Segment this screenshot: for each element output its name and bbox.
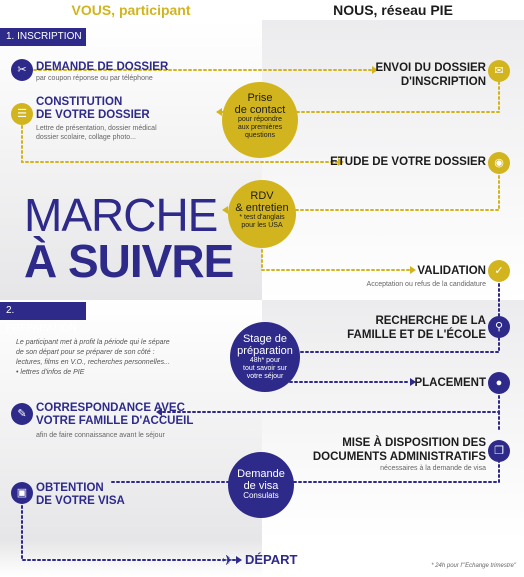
step-correspondance-line2: VOTRE FAMILLE D'ACCUEIL	[36, 415, 194, 427]
bubble-rdv-entretien	[228, 180, 296, 248]
participant-column-header: VOUS, participant	[71, 2, 191, 18]
scissors-icon: ✂	[11, 59, 33, 81]
network-column-header: NOUS, réseau PIE	[333, 2, 453, 18]
step-envoi-title	[375, 61, 486, 89]
bubble-contact-line2: de contact	[234, 104, 286, 116]
step-mise-title	[313, 436, 486, 464]
document-icon: ☰	[11, 103, 33, 125]
eye-icon: ◉	[488, 152, 510, 174]
step-depart-title: DÉPART	[245, 552, 298, 567]
stamp-icon: ▣	[11, 482, 33, 504]
page-title-line1: MARCHE	[24, 189, 218, 241]
step-demande-title: DEMANDE DE DOSSIER	[36, 61, 169, 73]
step-mise-line1: MISE À DISPOSITION DES	[342, 437, 486, 449]
step-visa-line1: OBTENTION	[36, 482, 104, 494]
search-icon: ⚲	[488, 316, 510, 338]
connector-placement-correspondance	[162, 396, 499, 412]
connector-visa-depart	[22, 506, 236, 560]
bubble-prise-de-contact	[222, 82, 298, 158]
envelope-icon: ✉	[488, 60, 510, 82]
bubble-contact-sub1: pour répondre	[238, 116, 282, 123]
preparation-description	[16, 338, 216, 378]
step-mise-line2: DOCUMENTS ADMINISTRATIFS	[312, 451, 486, 463]
bubble-rdv-line2: & entretien	[235, 202, 289, 214]
step-recherche-title	[347, 314, 486, 342]
bubble-visa-line1: Demande	[237, 468, 285, 480]
arrowhead	[236, 556, 242, 564]
step-visa-line2: DE VOTRE VISA	[36, 495, 125, 507]
step-correspondance-line1: CORRESPONDANCE AVEC	[36, 402, 185, 414]
bubble-contact-line1: Prise	[247, 92, 273, 104]
bubble-stage-preparation	[230, 322, 300, 392]
bubble-stage-sub3: votre séjour	[246, 373, 284, 380]
step-envoi-line1: ENVOI DU DOSSIER	[375, 62, 486, 74]
step-constitution-line2: DE VOTRE DOSSIER	[36, 109, 150, 121]
bubble-rdv-sub1: * test d'anglais	[239, 214, 285, 221]
section-label-preparation: 2. PRÉPARATION	[0, 302, 86, 320]
step-etude-title: ETUDE DE VOTRE DOSSIER	[330, 156, 486, 168]
step-constitution-sub2: dossier scolaire, collage photo...	[36, 134, 136, 141]
prep-line1: Le participant met à profit la période qui le sépare	[16, 339, 170, 346]
documents-icon: ❐	[488, 440, 510, 462]
prep-line2: de son départ pour se préparer de son côté :	[16, 349, 155, 356]
prep-line4: • lettres d'infos de PIE	[16, 369, 85, 376]
step-mise-subtitle: nécessaires à la demande de visa	[380, 465, 486, 472]
section-label-inscription: 1. INSCRIPTION	[0, 28, 86, 46]
bubble-stage-sub2: tout savoir sur	[243, 365, 287, 372]
step-constitution-sub1: Lettre de présentation, dossier médical	[36, 125, 157, 132]
step-demande-subtitle: par coupon réponse ou par téléphone	[36, 75, 153, 82]
bubble-rdv-sub2: pour les USA	[241, 222, 283, 229]
bubble-visa-sub1: Consulats	[243, 491, 279, 500]
check-icon: ✓	[488, 260, 510, 282]
step-recherche-line1: RECHERCHE DE LA	[375, 315, 486, 327]
bubble-demande-visa	[228, 452, 294, 518]
prep-line3: lectures, films en V.O., recherches personnelles...	[16, 359, 170, 366]
bubble-contact-sub2: aux premières	[237, 124, 283, 131]
step-constitution-line1: CONSTITUTION	[36, 96, 123, 108]
bubble-contact-sub3: questions	[245, 132, 275, 139]
footnote: * 24h pour l'"Echange trimestre"	[431, 563, 516, 569]
page-title	[24, 189, 234, 287]
step-correspondance-subtitle: afin de faire connaissance avant le séjour	[36, 432, 165, 439]
bubble-stage-line1: Stage de	[242, 333, 288, 345]
step-envoi-line2: D'INSCRIPTION	[400, 76, 486, 88]
step-validation-title: VALIDATION	[417, 265, 486, 277]
step-recherche-line2: FAMILLE ET DE L'ÉCOLE	[347, 329, 486, 341]
bubble-stage-sub1: 48h* pour	[249, 357, 281, 364]
step-validation-subtitle: Acceptation ou refus de la candidature	[366, 281, 486, 288]
bubble-visa-line2: de visa	[243, 480, 279, 492]
pen-icon: ✎	[11, 403, 33, 425]
plane-icon: ✈	[222, 552, 234, 568]
connector-rdv-validation	[262, 240, 410, 270]
step-constitution-title	[36, 96, 150, 122]
map-pin-icon: ●	[488, 372, 510, 394]
step-visa-title	[36, 482, 125, 508]
step-correspondance-title	[36, 402, 193, 428]
step-placement-title: PLACEMENT	[414, 377, 486, 389]
step-constitution-subtitle	[36, 124, 157, 142]
arrowhead	[410, 266, 416, 274]
page-title-line2: À SUIVRE	[24, 235, 234, 287]
bubble-stage-line2: préparation	[237, 345, 293, 357]
bubble-rdv-line1: RDV	[250, 190, 274, 202]
